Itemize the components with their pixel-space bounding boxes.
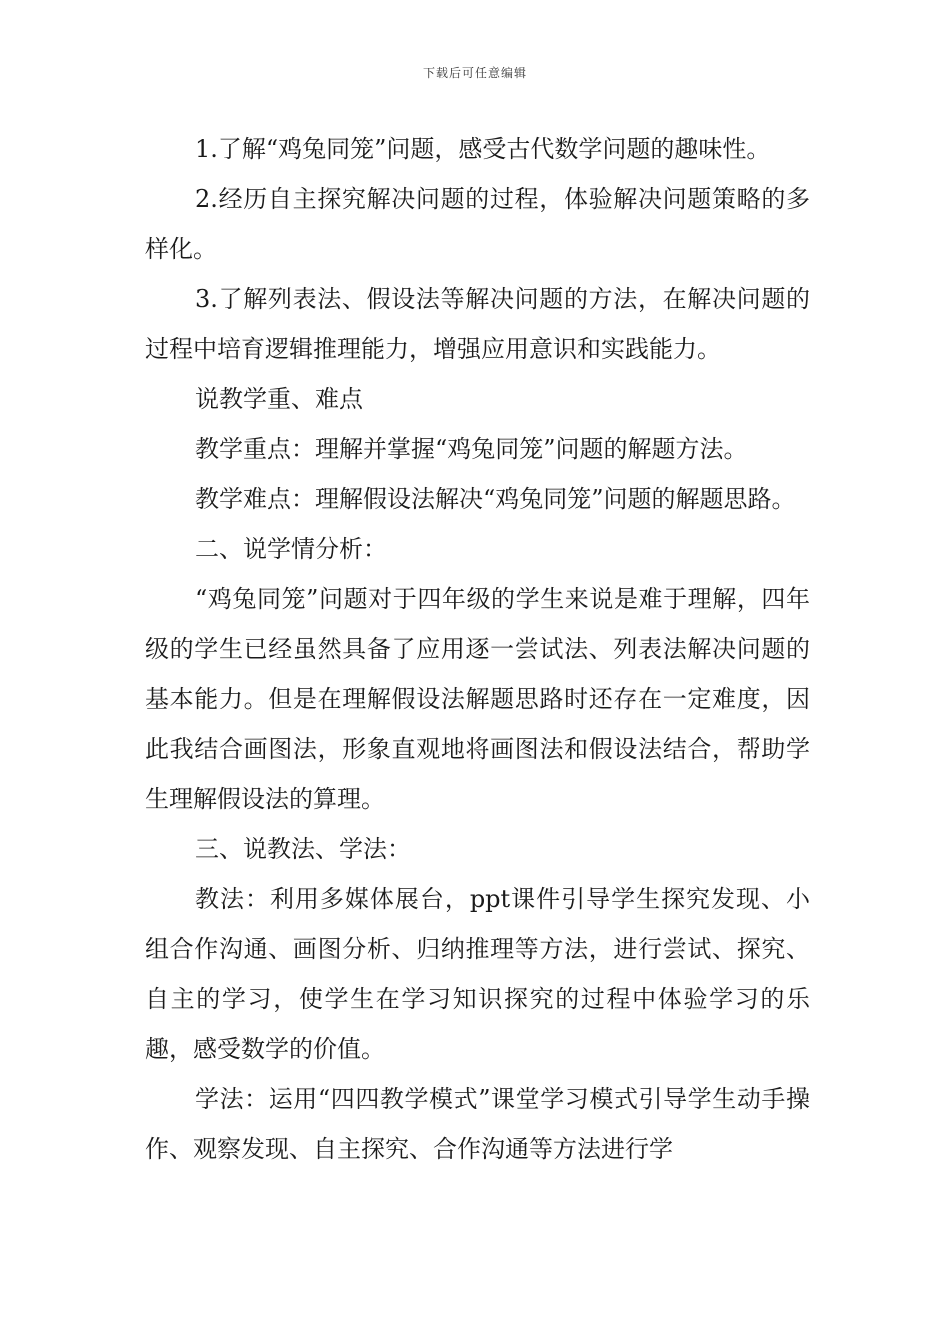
heading-key-points: 说教学重、难点 — [195, 385, 363, 413]
paragraph-objective-2: 2.经历自主探究解决问题的过程，体验解决问题策略的多样化。 — [145, 185, 810, 263]
paragraph-student-analysis: “鸡兔同笼”问题对于四年级的学生来说是难于理解，四年级的学生已经虽然具备了应用逐一尝试法、列表法解决问题的基本能力。但是在理解假设法解题思路时还存在一定难度，因此我结合画图法，形象直观地将画图法和假设法结合，帮助学生理解假设法的算理。 — [145, 585, 810, 813]
heading-student-analysis: 二、说学情分析： — [195, 535, 387, 563]
paragraph-difficult-point: 教学难点：理解假设法解决“鸡兔同笼”问题的解题思路。 — [195, 485, 796, 513]
heading-teaching-methods: 三、说教法、学法： — [195, 835, 411, 863]
paragraph-teaching-method: 教法：利用多媒体展台，ppt课件引导学生探究发现、小组合作沟通、画图分析、归纳推理等方法，进行尝试、探究、自主的学习，使学生在学习知识探究的过程中体验学习的乐趣，感受数学的价值。 — [145, 885, 810, 1063]
paragraph-objective-1: 1.了解“鸡兔同笼”问题，感受古代数学问题的趣味性。 — [195, 135, 771, 163]
document-body — [145, 124, 810, 1174]
paragraph-learning-method: 学法：运用“四四教学模式”课堂学习模式引导学生动手操作、观察发现、自主探究、合作沟通等方法进行学 — [145, 1085, 810, 1163]
page-header: 下载后可任意编辑 — [422, 66, 527, 80]
paragraph-key-point: 教学重点：理解并掌握“鸡兔同笼”问题的解题方法。 — [195, 435, 748, 463]
paragraph-objective-3: 3.了解列表法、假设法等解决问题的方法，在解决问题的过程中培育逻辑推理能力，增强应用意识和实践能力。 — [145, 285, 810, 363]
